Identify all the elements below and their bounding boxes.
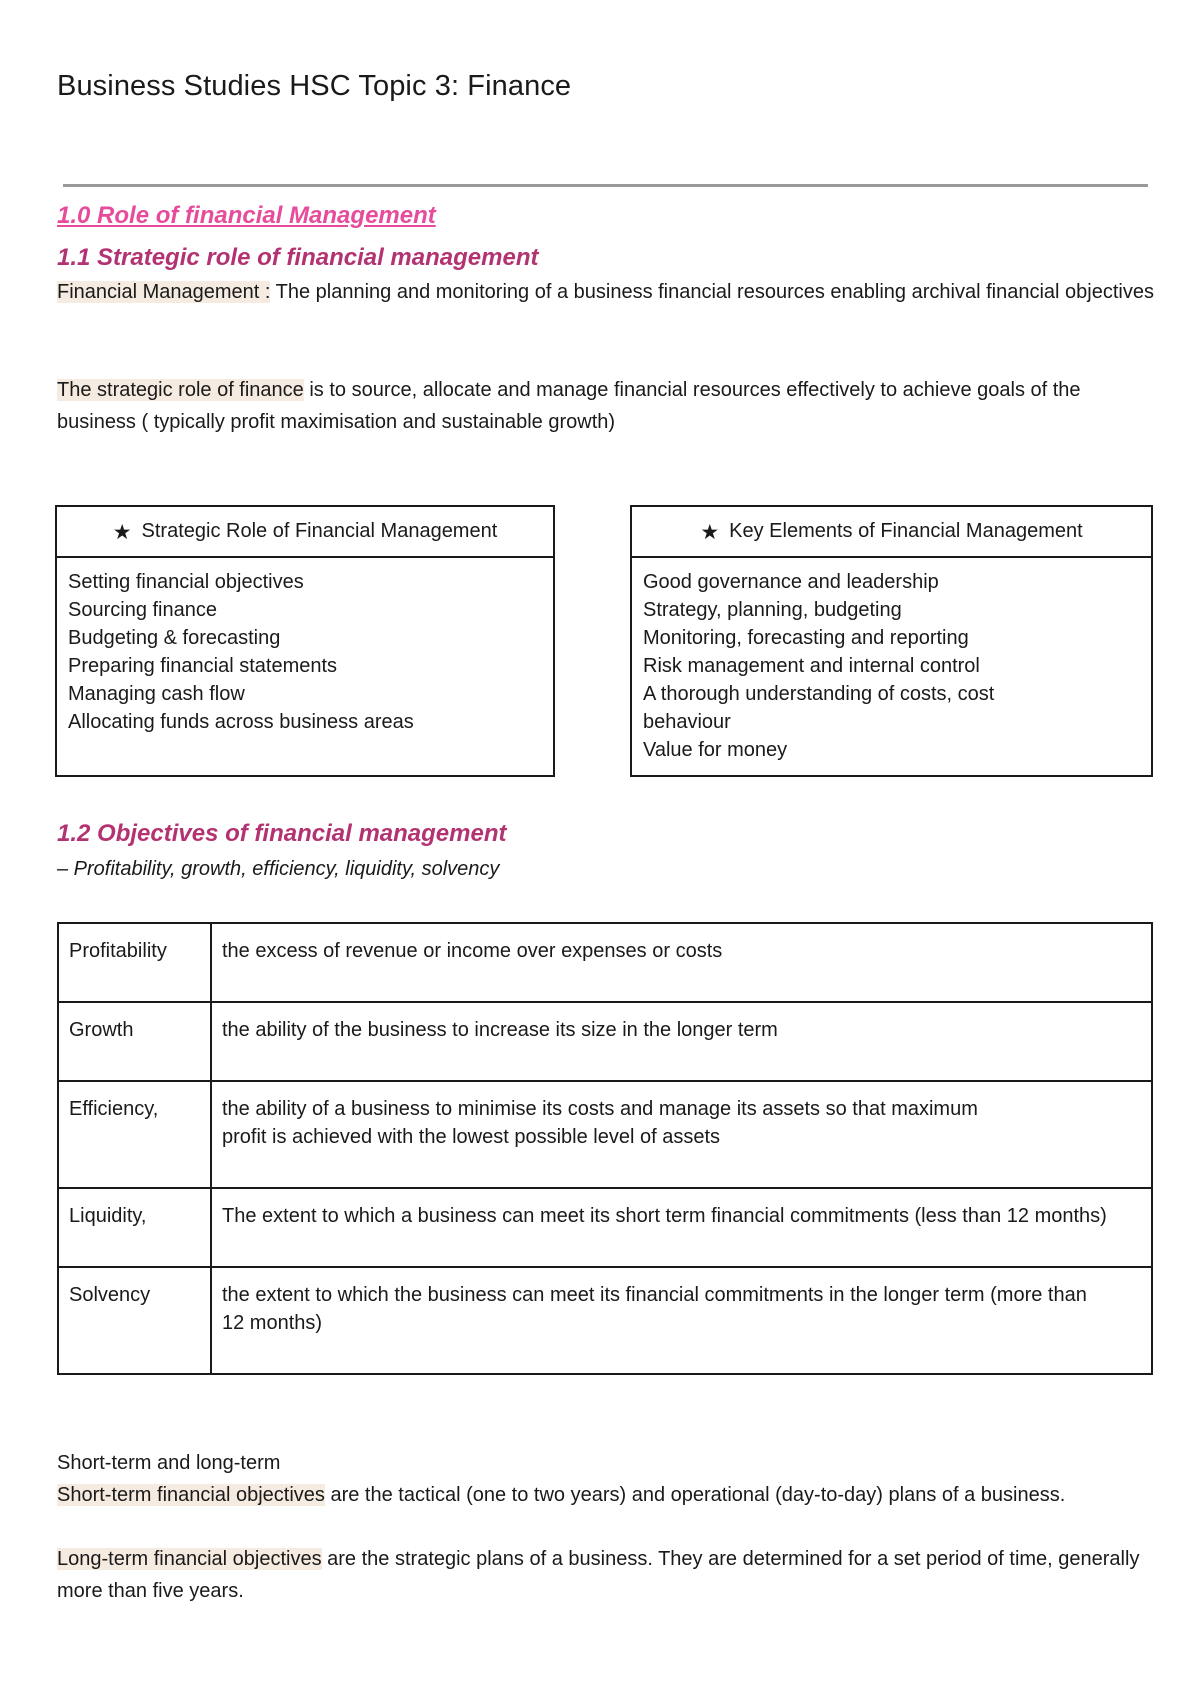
objective-term: Liquidity, bbox=[58, 1188, 211, 1267]
table-row bbox=[58, 923, 1152, 1002]
definition-term: Financial Management : bbox=[57, 281, 271, 303]
objectives-subheading: – Profitability, growth, efficiency, liquidity, solvency bbox=[57, 858, 500, 880]
list-item: Sourcing finance bbox=[68, 599, 217, 621]
list-item: Managing cash flow bbox=[68, 683, 245, 705]
title-divider bbox=[63, 184, 1148, 187]
strategic-role-text: is to source, allocate and manage financial resources effectively to achieve goals of the business ( typically profit maximisation and sustainable growth) bbox=[57, 379, 1081, 433]
section-heading-1-2: 1.2 Objectives of financial management bbox=[57, 820, 507, 847]
star-icon: ★ bbox=[700, 519, 720, 544]
table-row bbox=[58, 1002, 1152, 1081]
list-item: A thorough understanding of costs, cost behaviour bbox=[643, 683, 995, 733]
objective-definition: the ability of the business to increase its size in the longer term bbox=[211, 1002, 1152, 1081]
financial-management-definition bbox=[57, 276, 1157, 308]
short-term-objectives bbox=[57, 1479, 1157, 1511]
section-heading-1-1: 1.1 Strategic role of financial management bbox=[57, 244, 539, 271]
long-term-text: are the strategic plans of a business. They are determined for a set period of time, generally more than five years. bbox=[57, 1548, 1140, 1602]
short-long-term-heading: Short-term and long-term bbox=[57, 1452, 281, 1474]
list-item: Preparing financial statements bbox=[68, 655, 338, 677]
list-item: Monitoring, forecasting and reporting bbox=[643, 627, 969, 649]
key-elements-box-title: Key Elements of Financial Management bbox=[729, 520, 1083, 542]
objective-term: Solvency bbox=[58, 1267, 211, 1374]
list-item: Good governance and leadership bbox=[643, 571, 939, 593]
objective-term: Growth bbox=[58, 1002, 211, 1081]
table-row bbox=[58, 1267, 1152, 1374]
short-term-term: Short-term financial objectives bbox=[57, 1484, 325, 1506]
star-icon: ★ bbox=[112, 519, 132, 544]
section-heading-1-0: 1.0 Role of financial Management bbox=[57, 202, 436, 229]
strategic-role-box bbox=[55, 505, 555, 777]
definition-text: The planning and monitoring of a business financial resources enabling archival financial objectives bbox=[270, 281, 1154, 303]
key-elements-box bbox=[630, 505, 1153, 777]
list-item: Strategy, planning, budgeting bbox=[643, 599, 902, 621]
list-item: Risk management and internal control bbox=[643, 655, 980, 677]
objective-definition: The extent to which a business can meet its short term financial commitments (less than 12 months) bbox=[211, 1188, 1152, 1267]
objective-definition: the extent to which the business can meet its financial commitments in the longer term (more than 12 months) bbox=[211, 1267, 1152, 1374]
key-elements-list bbox=[632, 558, 1073, 764]
long-term-objectives bbox=[57, 1543, 1157, 1607]
list-item: Setting financial objectives bbox=[68, 571, 304, 593]
key-elements-box-header bbox=[632, 507, 1151, 558]
list-item: Allocating funds across business areas bbox=[68, 711, 414, 733]
strategic-role-box-header bbox=[57, 507, 553, 558]
strategic-role-box-title: Strategic Role of Financial Management bbox=[141, 520, 498, 542]
strategic-role-list bbox=[57, 558, 553, 736]
strategic-role-statement bbox=[57, 374, 1157, 438]
long-term-term: Long-term financial objectives bbox=[57, 1548, 322, 1570]
list-item: Value for money bbox=[643, 739, 788, 761]
table-row bbox=[58, 1081, 1152, 1188]
objective-term: Profitability bbox=[58, 923, 211, 1002]
list-item: Budgeting & forecasting bbox=[68, 627, 281, 649]
objective-definition: the ability of a business to minimise its costs and manage its assets so that maximum profit is achieved with the lowest possible level of assets bbox=[211, 1081, 1152, 1188]
table-row bbox=[58, 1188, 1152, 1267]
strategic-role-term: The strategic role of finance bbox=[57, 379, 304, 401]
page-title: Business Studies HSC Topic 3: Finance bbox=[57, 70, 572, 102]
objective-term: Efficiency, bbox=[58, 1081, 211, 1188]
short-term-text: are the tactical (one to two years) and operational (day-to-day) plans of a business. bbox=[324, 1484, 1066, 1506]
objective-definition: the excess of revenue or income over expenses or costs bbox=[211, 923, 1152, 1002]
objectives-table bbox=[57, 922, 1153, 1375]
